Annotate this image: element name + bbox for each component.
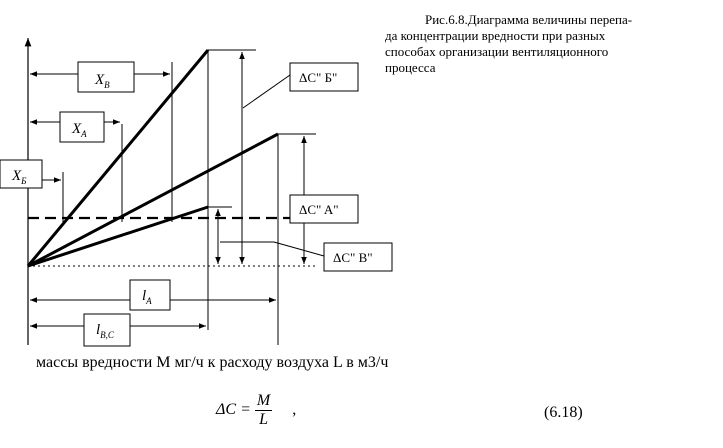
caption-line-4: процесса [385, 60, 436, 75]
label-x-v: $X_Б$ [12, 168, 27, 186]
label-l-bc: $l_{B,C}$ [96, 322, 114, 340]
equation-number: (6.18) [544, 404, 583, 421]
formula-lhs: ΔC = [216, 401, 255, 419]
label-dc-v: ΔC" B" [333, 250, 373, 265]
caption-line-3: способах организации вентиляционного [385, 44, 609, 59]
label-x-b: $X_B$ [95, 72, 110, 90]
caption-line-1: Рис.6.8.Диаграмма величины перепа- [425, 12, 633, 27]
line-a [28, 134, 278, 266]
label-x-a: $X_A$ [72, 121, 87, 139]
formula [216, 392, 296, 429]
body-text: массы вредности М мг/ч к расходу воздуха L в м3/ч [36, 354, 389, 371]
leader-dc-v-d [274, 242, 324, 256]
formula-fraction [255, 392, 272, 429]
label-dc-b: ΔC" Б" [299, 70, 338, 85]
formula-numerator: M [256, 392, 271, 409]
label-dc-a: ΔC" A" [299, 202, 339, 217]
leader-dc-b [243, 75, 290, 108]
formula-denominator: L [259, 411, 268, 428]
figure-caption [385, 12, 705, 76]
formula-trail: , [292, 401, 297, 419]
label-l-a: $l_A$ [142, 288, 152, 306]
line-v-shallow [28, 207, 208, 266]
caption-line-2: да концентрации вредности при разных [385, 28, 606, 43]
